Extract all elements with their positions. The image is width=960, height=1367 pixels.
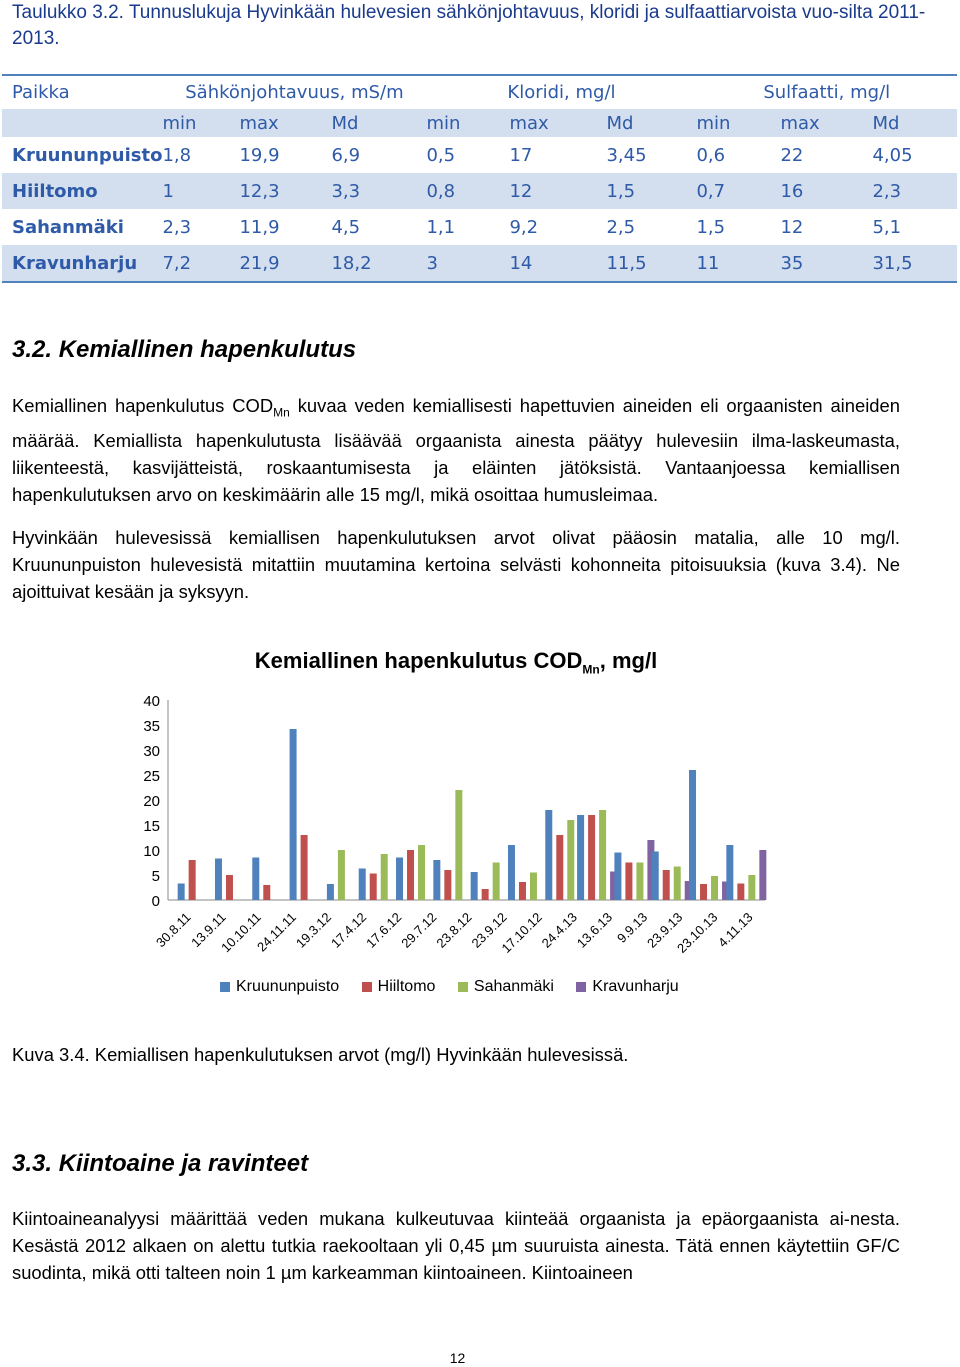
y-tick-label: 35 bbox=[143, 718, 160, 735]
chart-bar bbox=[711, 876, 718, 900]
table-cell: 12 bbox=[780, 216, 804, 238]
chart-bar bbox=[444, 870, 451, 900]
table-cell: 22 bbox=[780, 144, 804, 166]
legend-item: Sahanmäki bbox=[458, 978, 554, 996]
y-tick-label: 10 bbox=[143, 843, 160, 860]
chart-bar bbox=[545, 810, 552, 900]
table-cell: 31,5 bbox=[872, 245, 957, 282]
table-row bbox=[2, 245, 957, 282]
table-cell: 1,1 bbox=[426, 216, 456, 238]
x-tick-label: 29.7.12 bbox=[398, 909, 440, 951]
section-heading: 3.2. Kemiallinen hapenkulutus bbox=[12, 336, 357, 363]
chart-bar bbox=[263, 885, 270, 900]
table-subheader-row bbox=[2, 109, 957, 137]
subheader: Md bbox=[606, 109, 696, 137]
table-caption: Taulukko 3.2. Tunnuslukuja Hyvinkään hulevesien sähkönjohtavuus, kloridi ja sulfaattiarvoista vuo-silta 2011-2013. bbox=[12, 2, 926, 49]
y-tick-label: 30 bbox=[143, 743, 160, 760]
table-cell: 0,7 bbox=[696, 173, 780, 209]
y-tick-label: 5 bbox=[151, 868, 160, 885]
x-tick-label: 23.9.13 bbox=[644, 909, 686, 951]
chart-bar bbox=[189, 860, 196, 900]
y-tick-label: 15 bbox=[143, 818, 160, 835]
paragraph-text: Kemiallinen hapenkulutus COD bbox=[12, 395, 274, 416]
x-tick-label: 4.11.13 bbox=[714, 909, 756, 951]
chart-bar bbox=[433, 860, 440, 900]
row-place: Kruununpuisto bbox=[12, 144, 163, 166]
row-place: Hiiltomo bbox=[2, 173, 162, 209]
paragraph-text: kuvaa veden kemiallisesti hapettuvien aineiden eli orgaanisten aineiden määrää. Kemiallista hapenkulutusta lisäävää orgaanista ainesta päätyy hulevesiin ilma-laskeumasta, liikenteestä, kasvijätteistä, roskaantumisesta ja eläinten jätöksistä. Vantaanjoessa kemiallisen hapenkulutuksen arvo on keskimäärin alle 15 mg/l, mikä osoittaa humusleimaa. bbox=[12, 395, 900, 505]
subheader: max bbox=[509, 109, 606, 137]
table-cell: 35 bbox=[780, 245, 872, 282]
chart-bar bbox=[407, 850, 414, 900]
y-tick-label: 40 bbox=[143, 693, 160, 710]
chart-bar bbox=[689, 770, 696, 900]
cod-chart bbox=[130, 640, 810, 1020]
chart-bar bbox=[418, 845, 425, 900]
table-row bbox=[2, 173, 957, 209]
x-tick-label: 17.6.12 bbox=[363, 909, 405, 951]
subheader: min bbox=[426, 109, 509, 137]
x-tick-label: 17.10.12 bbox=[498, 909, 545, 956]
x-tick-label: 9.9.13 bbox=[614, 909, 651, 946]
chart-bar bbox=[519, 882, 526, 900]
y-tick-label: 20 bbox=[143, 793, 160, 810]
x-tick-label: 30.8.11 bbox=[153, 909, 194, 951]
x-tick-label: 23.10.13 bbox=[674, 909, 721, 956]
chart-bar bbox=[530, 873, 537, 901]
x-tick-label: 23.9.12 bbox=[468, 909, 510, 951]
table-cell: 3 bbox=[426, 245, 509, 282]
table-cell: 11,5 bbox=[606, 245, 696, 282]
page-number: 12 bbox=[449, 1350, 466, 1366]
chart-bar bbox=[381, 854, 388, 900]
chart-bar bbox=[359, 869, 366, 901]
table-cell: 12 bbox=[509, 173, 606, 209]
table-cell: 0,6 bbox=[696, 144, 726, 166]
subheader: min bbox=[162, 109, 239, 137]
subscript: Mn bbox=[273, 405, 290, 420]
subheader: max bbox=[780, 109, 872, 137]
legend-item: Kravunharju bbox=[576, 978, 678, 996]
group-header: Sähkönjohtavuus, mS/m bbox=[162, 75, 426, 109]
x-tick-label: 17.4.12 bbox=[327, 909, 370, 951]
chart-bar bbox=[482, 889, 489, 900]
chart-bar bbox=[508, 845, 515, 900]
table-cell: 2,3 bbox=[872, 173, 957, 209]
table-cell: 3,45 bbox=[606, 144, 647, 166]
table-cell: 12,3 bbox=[239, 173, 331, 209]
x-tick-label: 23.8.12 bbox=[433, 909, 475, 951]
table-row bbox=[2, 209, 957, 245]
table-cell: 16 bbox=[780, 173, 872, 209]
chart-bar bbox=[700, 884, 707, 900]
chart-bar bbox=[301, 835, 308, 900]
data-table bbox=[2, 74, 957, 283]
chart-bar bbox=[493, 863, 500, 901]
x-tick-label: 24.11.11 bbox=[253, 909, 300, 955]
x-tick-label: 10.10.11 bbox=[218, 909, 264, 956]
subheader: max bbox=[239, 109, 331, 137]
chart-bar bbox=[674, 867, 681, 901]
chart-bar bbox=[614, 853, 621, 901]
subheader: Md bbox=[872, 109, 957, 137]
table-cell: 6,9 bbox=[331, 144, 361, 166]
chart-bar bbox=[567, 820, 574, 900]
chart-bar bbox=[290, 729, 297, 900]
table-cell: 1,5 bbox=[696, 216, 726, 238]
table-cell: 7,2 bbox=[162, 245, 239, 282]
chart-bar bbox=[455, 790, 462, 900]
chart-bar bbox=[625, 863, 632, 901]
chart-legend bbox=[220, 978, 697, 996]
table-cell: 11,9 bbox=[239, 216, 280, 238]
x-tick-label: 13.6.13 bbox=[573, 909, 616, 951]
subheader: min bbox=[696, 109, 780, 137]
table-cell: 2,5 bbox=[606, 216, 636, 238]
group-header: Kloridi, mg/l bbox=[426, 75, 696, 109]
table-cell: 1,8 bbox=[162, 144, 192, 166]
chart-bar bbox=[215, 859, 222, 901]
chart-bar bbox=[226, 875, 233, 900]
table-cell: 2,3 bbox=[162, 216, 192, 238]
chart-bar bbox=[178, 884, 185, 901]
chart-bar bbox=[471, 872, 478, 900]
chart-bar bbox=[748, 875, 755, 900]
chart-bar bbox=[588, 815, 595, 900]
table-cell: 3,3 bbox=[331, 173, 426, 209]
row-place: Kravunharju bbox=[2, 245, 162, 282]
row-place: Sahanmäki bbox=[12, 216, 124, 238]
chart-bar bbox=[599, 810, 606, 900]
chart-bar bbox=[252, 858, 259, 901]
table-cell: 4,05 bbox=[872, 144, 913, 166]
table-cell: 1,5 bbox=[606, 173, 696, 209]
x-tick-label: 19.3.12 bbox=[292, 909, 335, 951]
table-cell: 0,8 bbox=[426, 173, 509, 209]
section-heading: 3.3. Kiintoaine ja ravinteet bbox=[12, 1150, 309, 1177]
x-tick-label: 13.9.11 bbox=[188, 909, 229, 951]
paragraph: Kiintoaineanalyysi määrittää veden mukana kulkeutuvaa kiinteää orgaanista ja epäorgaanista ai-nesta. Kesästä 2012 alkaen on alettu tutkia raekooltaan yli 0,45 µm suuruista ainesta. Tätä ennen käytettiin GF/C suodinta, mikä otti talteen noin 1 µm karkeamman kiintoaineen. Kiintoaineen bbox=[12, 1208, 900, 1283]
table-header-row bbox=[2, 75, 957, 109]
table-cell: 18,2 bbox=[331, 245, 426, 282]
chart-plot bbox=[130, 640, 810, 980]
table-cell: 17 bbox=[509, 144, 533, 166]
subheader: Md bbox=[331, 109, 426, 137]
legend-item: Kruununpuisto bbox=[220, 978, 339, 996]
table-cell: 11 bbox=[696, 245, 780, 282]
table-cell: 5,1 bbox=[872, 216, 902, 238]
table-cell: 21,9 bbox=[239, 245, 331, 282]
group-header: Sulfaatti, mg/l bbox=[696, 75, 957, 109]
table-cell: 0,5 bbox=[426, 144, 456, 166]
chart-bar bbox=[737, 884, 744, 901]
chart-bar bbox=[636, 863, 643, 901]
chart-bar bbox=[577, 815, 584, 900]
table-cell: 1 bbox=[162, 173, 239, 209]
table-cell: 14 bbox=[509, 245, 606, 282]
chart-bar bbox=[556, 835, 563, 900]
y-tick-label: 0 bbox=[151, 893, 160, 910]
chart-bar bbox=[396, 858, 403, 901]
table-cell: 4,5 bbox=[331, 216, 361, 238]
chart-bar bbox=[759, 850, 766, 900]
chart-bar bbox=[652, 852, 659, 901]
table-cell: 9,2 bbox=[509, 216, 539, 238]
chart-bar bbox=[327, 884, 334, 900]
table-cell: 19,9 bbox=[239, 144, 280, 166]
col-place-header: Paikka bbox=[2, 75, 162, 109]
y-tick-label: 25 bbox=[143, 768, 160, 785]
x-tick-label: 24.4.13 bbox=[538, 909, 580, 951]
chart-bar bbox=[338, 850, 345, 900]
figure-caption: Kuva 3.4. Kemiallisen hapenkulutuksen arvot (mg/l) Hyvinkään hulevesissä. bbox=[12, 1044, 629, 1065]
paragraph bbox=[12, 392, 900, 508]
paragraph: Hyvinkään hulevesissä kemiallisen hapenkulutuksen arvot olivat pääosin matalia, alle 10 mg/l. Kruununpuiston hulevesistä mitattiin muutamina kertoina selvästi kohonneita pitoisuuksia (kuva 3.4). Ne ajoittuivat kesään ja syksyyn. bbox=[12, 527, 900, 602]
chart-bar bbox=[663, 870, 670, 900]
chart-bar bbox=[370, 874, 377, 901]
chart-bar bbox=[726, 845, 733, 900]
table-row bbox=[2, 137, 957, 173]
chart-title: Kemiallinen hapenkulutus $COD_{Mn}$, mg/l bbox=[254, 648, 658, 677]
legend-item: Hiiltomo bbox=[362, 978, 436, 996]
